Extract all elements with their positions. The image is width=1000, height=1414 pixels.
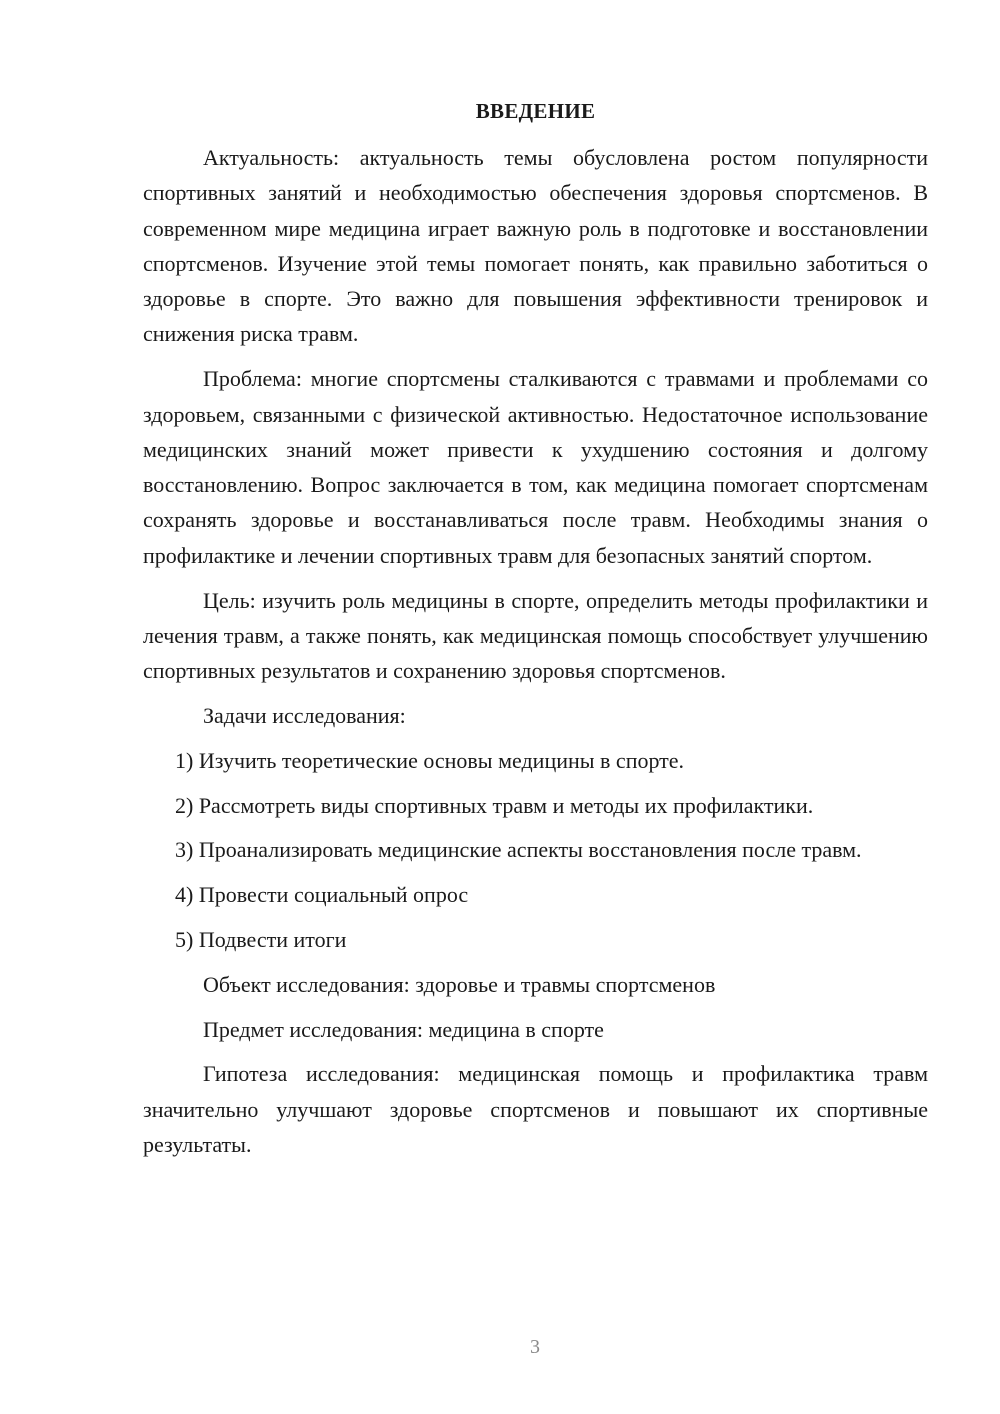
task-item: 1) Изучить теоретические основы медицины в спорте.: [175, 747, 685, 773]
subject-paragraph: Предмет исследования: медицина в спорте: [203, 1016, 604, 1042]
problem-paragraph: Проблема: многие спортсмены сталкиваются с травмами и проблемами со здоровьем, связанными с физической активностью. Недостаточное использование медицинских знаний может привести к ухудшению состояния и долгому восстановлению. Вопрос заключается в том, как медицина помогает спортсменам сохранять здоровье и восстанавливаться после травм. Необходимы знания о профилактике и лечении спортивных травм для безопасных занятий спортом.: [143, 366, 928, 568]
relevance-paragraph: Актуальность: актуальность темы обусловлена ростом популярности спортивных занятий и необходимостью обеспечения здоровья спортсменов. В современном мире медицина играет важную роль в подготовке и восстановлении спортсменов. Изучение этой темы помогает понять, как правильно заботиться о здоровье в спорте. Это важно для повышения эффективности тренировок и снижения риска травм.: [143, 145, 928, 347]
object-paragraph: Объект исследования: здоровье и травмы спортсменов: [203, 971, 716, 997]
task-item: 4) Провести социальный опрос: [175, 882, 469, 908]
page-title: ВВЕДЕНИЕ: [475, 99, 596, 123]
hypothesis-paragraph: Гипотеза исследования: медицинская помощь и профилактика травм значительно улучшают здоровье спортсменов и повышают их спортивные результаты.: [143, 1061, 928, 1157]
document-page: [143, 96, 928, 1172]
task-item: 3) Проанализировать медицинские аспекты восстановления после травм.: [175, 837, 862, 863]
goal-paragraph: Цель: изучить роль медицины в спорте, определить методы профилактики и лечения травм, а также понять, как медицинская помощь способствует улучшению спортивных результатов и сохранению здоровья спортсменов.: [143, 587, 928, 684]
page-number: 3: [530, 1336, 540, 1358]
task-item: 5) Подвести итоги: [175, 926, 347, 952]
task-item: 2) Рассмотреть виды спортивных травм и методы их профилактики.: [175, 792, 814, 818]
tasks-heading: Задачи исследования:: [203, 702, 406, 728]
